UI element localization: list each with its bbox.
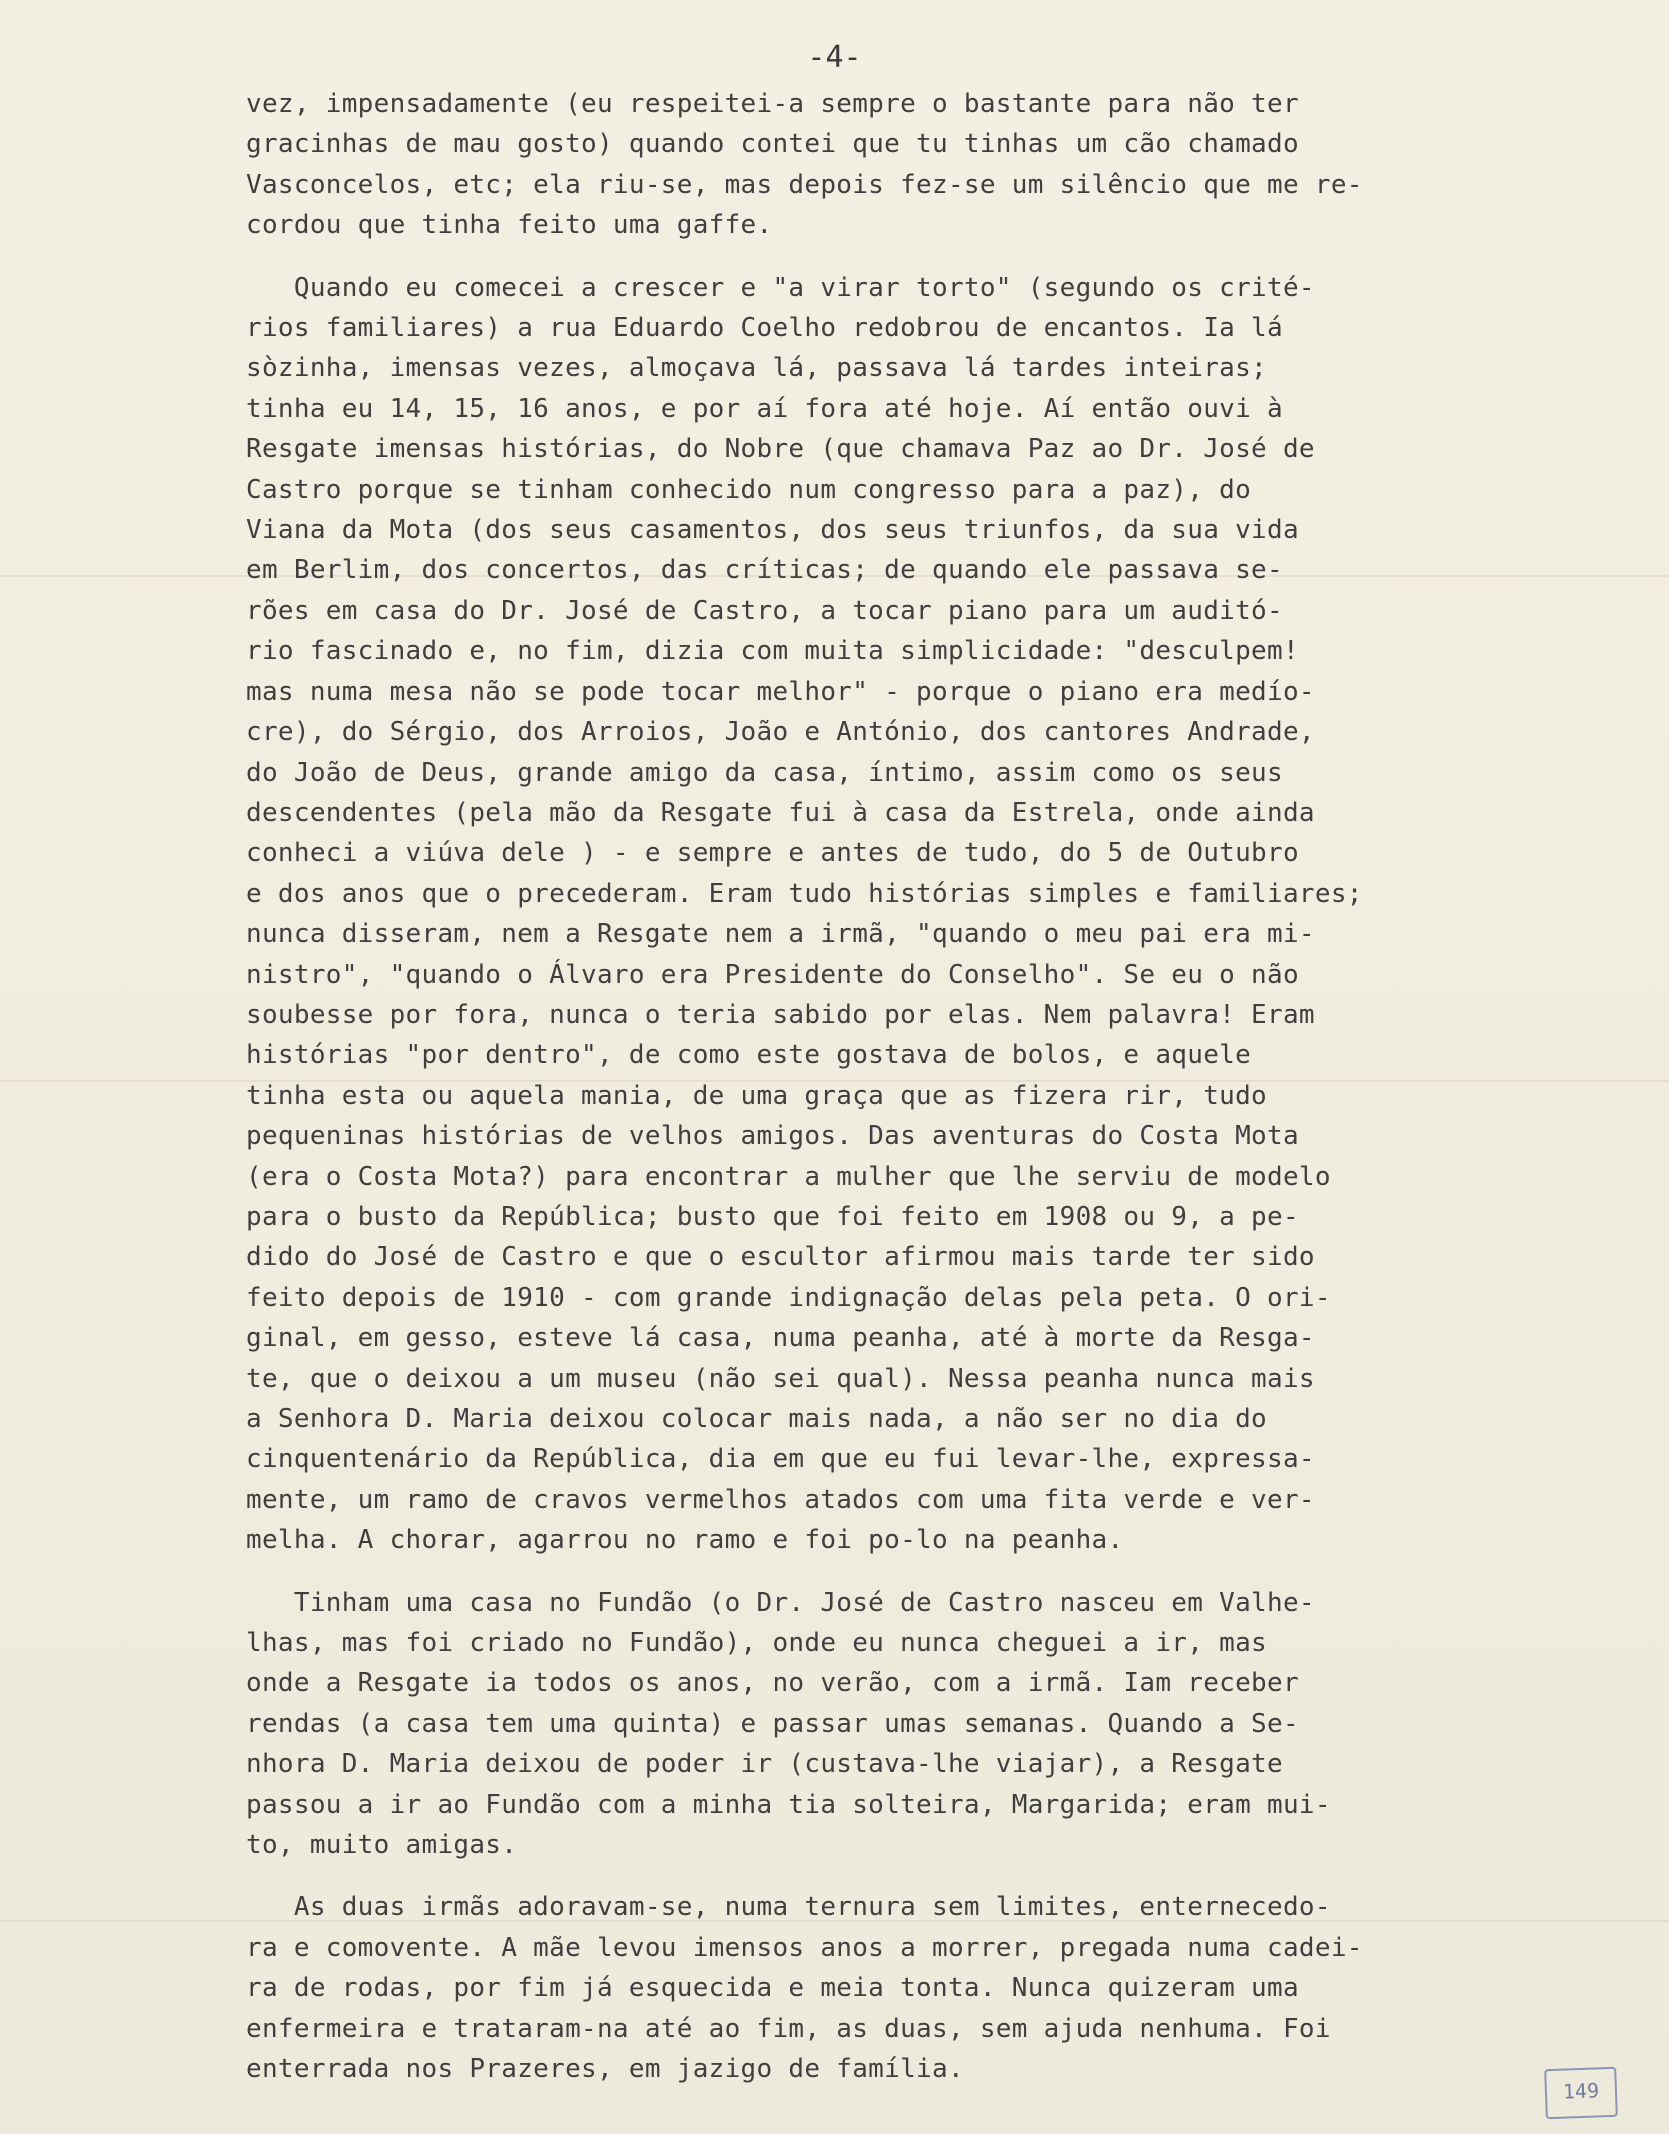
text-line: rendas (a casa tem uma quinta) e passar umas semanas. Quando a Se- xyxy=(246,1708,1299,1739)
text-line: vez, impensadamente (eu respeitei-a sempre o bastante para não ter xyxy=(246,89,1299,119)
text-line: melha. A chorar, agarrou no ramo e foi po-lo na peanha. xyxy=(246,1525,1124,1556)
text-line: enterrada nos Prazeres, em jazigo de família. xyxy=(246,2054,964,2085)
text-line: soubesse por fora, nunca o teria sabido por elas. Nem palavra! Eram xyxy=(246,999,1315,1030)
text-line: onde a Resgate ia todos os anos, no verão, com a irmã. Iam receber xyxy=(246,1668,1299,1699)
text-line: ra e comovente. A mãe levou imensos anos a morrer, pregada numa cadei- xyxy=(246,1932,1363,1963)
text-line: tinha eu 14, 15, 16 anos, e por aí fora até hoje. Aí então ouvi à xyxy=(246,393,1283,424)
text-line: Quando eu comecei a crescer e "a virar torto" (segundo os crité- xyxy=(246,272,1315,303)
text-line: sòzinha, imensas vezes, almoçava lá, passava lá tardes inteiras; xyxy=(246,353,1268,384)
text-line: (era o Costa Mota?) para encontrar a mulher que lhe serviu de modelo xyxy=(246,1161,1331,1192)
text-line: tinha esta ou aquela mania, de uma graça que as fizera rir, tudo xyxy=(246,1080,1268,1111)
text-line: dido do José de Castro e que o escultor afirmou mais tarde ter sido xyxy=(246,1242,1315,1273)
text-line: cre), do Sérgio, dos Arroios, João e António, dos cantores Andrade, xyxy=(246,717,1315,748)
paragraph xyxy=(246,268,1646,1561)
text-line: enfermeira e trataram-na até ao fim, as duas, sem ajuda nenhuma. Foi xyxy=(246,2013,1331,2044)
text-line: ginal, em gesso, esteve lá casa, numa peanha, até à morte da Resga- xyxy=(246,1323,1315,1354)
text-line: pequeninas histórias de velhos amigos. Das aventuras do Costa Mota xyxy=(246,1121,1299,1152)
text-line: a Senhora D. Maria deixou colocar mais nada, a não ser no dia do xyxy=(246,1404,1268,1434)
text-line: cinquentenário da República, dia em que eu fui levar-lhe, expressa- xyxy=(246,1444,1315,1475)
text-line: rões em casa do Dr. José de Castro, a tocar piano para um auditó- xyxy=(246,595,1283,626)
text-line: mas numa mesa não se pode tocar melhor" - porque o piano era medío- xyxy=(246,676,1315,707)
text-line: Tinham uma casa no Fundão (o Dr. José de Castro nasceu em Valhe- xyxy=(246,1587,1315,1618)
text-line: lhas, mas foi criado no Fundão), onde eu nunca cheguei a ir, mas xyxy=(246,1628,1268,1659)
typed-letter-body xyxy=(246,84,1646,2090)
text-line: em Berlim, dos concertos, das críticas; de quando ele passava se- xyxy=(246,555,1283,586)
text-line: te, que o deixou a um museu (não sei qual). Nessa peanha nunca mais xyxy=(246,1363,1315,1394)
text-line: Vasconcelos, etc; ela riu-se, mas depois fez-se um silêncio que me re- xyxy=(246,169,1363,200)
text-line: to, muito amigas. xyxy=(246,1830,518,1861)
text-line: do João de Deus, grande amigo da casa, íntimo, assim como os seus xyxy=(246,757,1283,788)
text-line: feito depois de 1910 - com grande indignação delas pela peta. O ori- xyxy=(246,1282,1331,1313)
text-line: ra de rodas, por fim já esquecida e meia tonta. Nunca quizeram uma xyxy=(246,1973,1299,2004)
text-line: Viana da Mota (dos seus casamentos, dos seus triunfos, da sua vida xyxy=(246,515,1299,546)
text-line: cordou que tinha feito uma gaffe. xyxy=(246,210,773,241)
text-line: nistro", "quando o Álvaro era Presidente do Conselho". Se eu o não xyxy=(246,959,1299,990)
text-line: nunca disseram, nem a Resgate nem a irmã, "quando o meu pai era mi- xyxy=(246,919,1315,950)
text-line: rio fascinado e, no fim, dizia com muita simplicidade: "desculpem! xyxy=(246,636,1299,667)
text-line: gracinhas de mau gosto) quando contei que tu tinhas um cão chamado xyxy=(246,129,1299,160)
text-line: histórias "por dentro", de como este gostava de bolos, e aquele xyxy=(246,1040,1252,1071)
text-line: Resgate imensas histórias, do Nobre (que chamava Paz ao Dr. José de xyxy=(246,434,1315,465)
text-line: rios familiares) a rua Eduardo Coelho redobrou de encantos. Ia lá xyxy=(246,313,1283,344)
text-line: As duas irmãs adoravam-se, numa ternura sem limites, enternecedo- xyxy=(246,1892,1331,1923)
paragraph xyxy=(246,84,1646,246)
text-line: descendentes (pela mão da Resgate fui à casa da Estrela, onde ainda xyxy=(246,797,1315,828)
text-line: e dos anos que o precederam. Eram tudo histórias simples e familiares; xyxy=(246,878,1363,909)
archive-stamp: 149 xyxy=(1544,2067,1618,2119)
text-line: nhora D. Maria deixou de poder ir (custava-lhe viajar), a Resgate xyxy=(246,1749,1283,1780)
text-line: passou a ir ao Fundão com a minha tia solteira, Margarida; eram mui- xyxy=(246,1789,1331,1820)
page-number: -4- xyxy=(807,40,862,75)
text-line: conheci a viúva dele ) - e sempre e antes de tudo, do 5 de Outubro xyxy=(246,838,1299,869)
paragraph xyxy=(246,1583,1646,1866)
text-line: para o busto da República; busto que foi feito em 1908 ou 9, a pe- xyxy=(246,1201,1299,1232)
text-line: Castro porque se tinham conhecido num congresso para a paz), do xyxy=(246,474,1252,505)
text-line: mente, um ramo de cravos vermelhos atados com uma fita verde e ver- xyxy=(246,1484,1315,1515)
paragraph xyxy=(246,1887,1646,2089)
